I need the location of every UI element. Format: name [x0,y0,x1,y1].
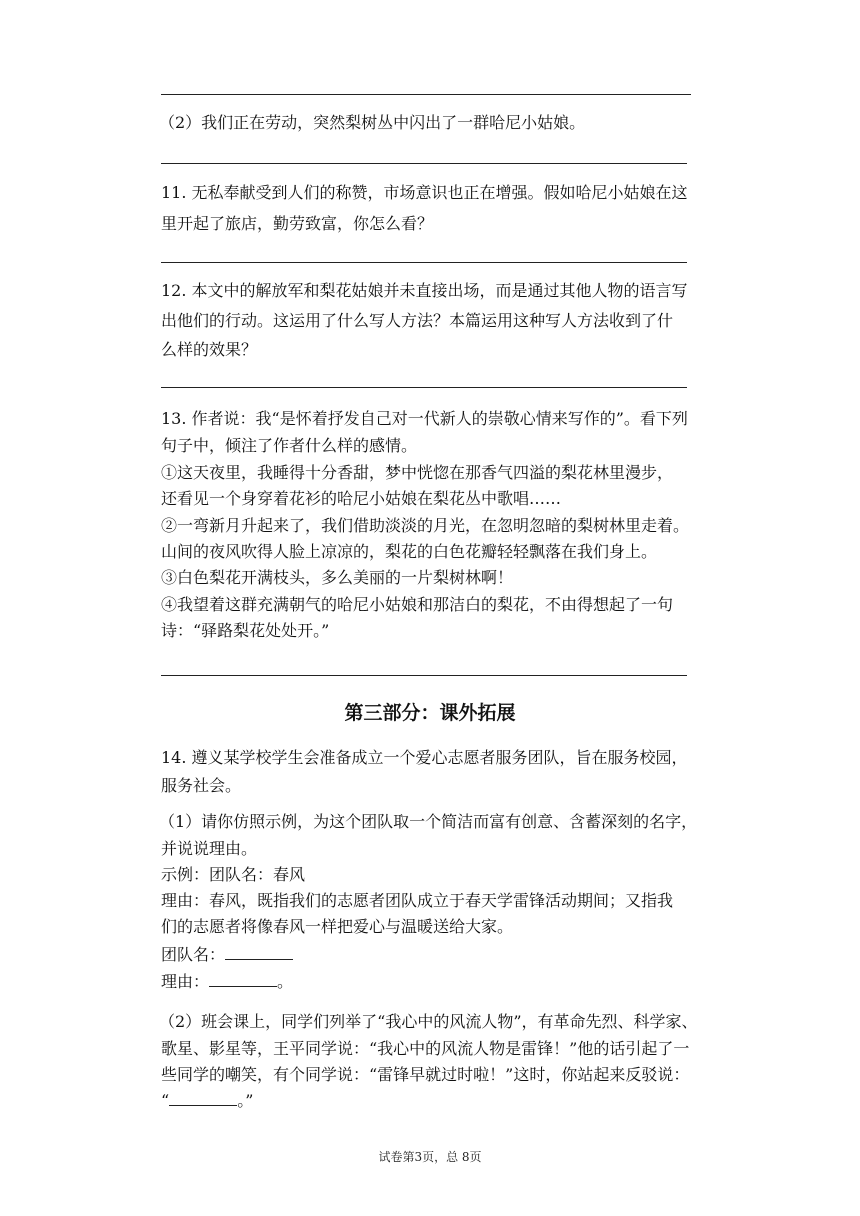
q14-team-name-row [161,943,293,966]
q14-example-reason-line1: 理由：春风，既指我们的志愿者团队成立于春天学雷锋活动期间；又指我 [161,891,674,910]
q13-text-line2: 句子中，倾注了作者什么样的感情。 [161,436,418,455]
section-title: 第三部分：课外拓展 [344,702,516,724]
q13-sentence3: ③白色梨花开满枝头，多么美丽的一片梨树林啊！ [161,568,514,587]
q14-text-line1: 14. 遵义某学校学生会准备成立一个爱心志愿者服务团队，旨在服务校园， [161,748,688,767]
q13-sentence4-line2: 诗：“驿路梨花处处开。” [161,621,330,640]
q10-item2: （2）我们正在劳动，突然梨树丛中闪出了一群哈尼小姑娘。 [159,113,586,132]
answer-line [161,163,687,164]
q13-sentence2-line2: 山间的夜风吹得人脸上凉凉的，梨花的白色花瓣轻轻飘落在我们身上。 [161,542,658,561]
q13-sentence1-line1: ①这天夜里，我睡得十分香甜，梦中恍惚在那香气四溢的梨花林里漫步， [161,463,674,482]
q14-example-name: 示例：团队名：春风 [161,865,306,884]
q14-part2-line2: 歌星、影星等，王平同学说：“我心中的风流人物是雷锋！”他的话引起了一 [161,1039,690,1058]
reason-end-punct: 。 [277,972,294,991]
q14-part2-line4 [161,1089,253,1112]
answer-line [161,387,687,388]
q13-sentence4-line1: ④我望着这群充满朝气的哈尼小姑娘和那洁白的梨花，不由得想起了一句 [161,595,674,614]
q13-sentence1-line2: 还看见一个身穿着花衫的哈尼小姑娘在梨花丛中歌唱…… [161,489,562,508]
q14-reason-row [161,970,293,993]
q14-text-line2: 服务社会。 [161,776,242,795]
reason-blank[interactable] [209,970,277,987]
page-footer: 试卷第3页，总 8页 [378,1150,482,1164]
close-quote: 。” [237,1091,254,1110]
q13-text-line1: 13. 作者说：我“是怀着抒发自己对一代新人的崇敬心情来写作的”。看下列 [161,409,688,428]
q14-example-reason-line2: 们的志愿者将像春风一样把爱心与温暖送给大家。 [161,917,514,936]
q12-text-line3: 么样的效果？ [161,340,258,359]
q12-text-line1: 12. 本文中的解放军和梨花姑娘并未直接出场，而是通过其他人物的语言写 [161,281,688,300]
team-name-blank[interactable] [225,943,293,960]
q12-text-line2: 出他们的行动。这运用了什么写人方法？本篇运用这种写人方法收到了什 [161,311,674,330]
q14-part1-line1: （1）请你仿照示例，为这个团队取一个简洁而富有创意、含蓄深刻的名字， [159,812,698,831]
answer-line [161,675,687,676]
reason-label: 理由： [161,972,210,991]
q11-text-line2: 里开起了旅店，勤劳致富，你怎么看？ [161,214,434,233]
team-name-label: 团队名： [161,945,226,964]
rebuttal-blank[interactable] [169,1089,237,1106]
q14-part1-line2: 并说说理由。 [161,839,258,858]
answer-line [161,94,691,95]
q11-text-line1: 11. 无私奉献受到人们的称赞，市场意识也正在增强。假如哈尼小姑娘在这 [161,183,688,202]
answer-line [161,262,687,263]
q14-part2-line1: （2）班会课上，同学们列举了“我心中的风流人物”，有革命先烈、科学家、 [159,1012,698,1031]
q14-part2-line3: 些同学的嘲笑，有个同学说：“雷锋早就过时啦！”这时，你站起来反驳说： [161,1065,690,1084]
q13-sentence2-line1: ②一弯新月升起来了，我们借助淡淡的月光，在忽明忽暗的梨树林里走着。 [161,516,690,535]
open-quote: “ [161,1091,170,1110]
